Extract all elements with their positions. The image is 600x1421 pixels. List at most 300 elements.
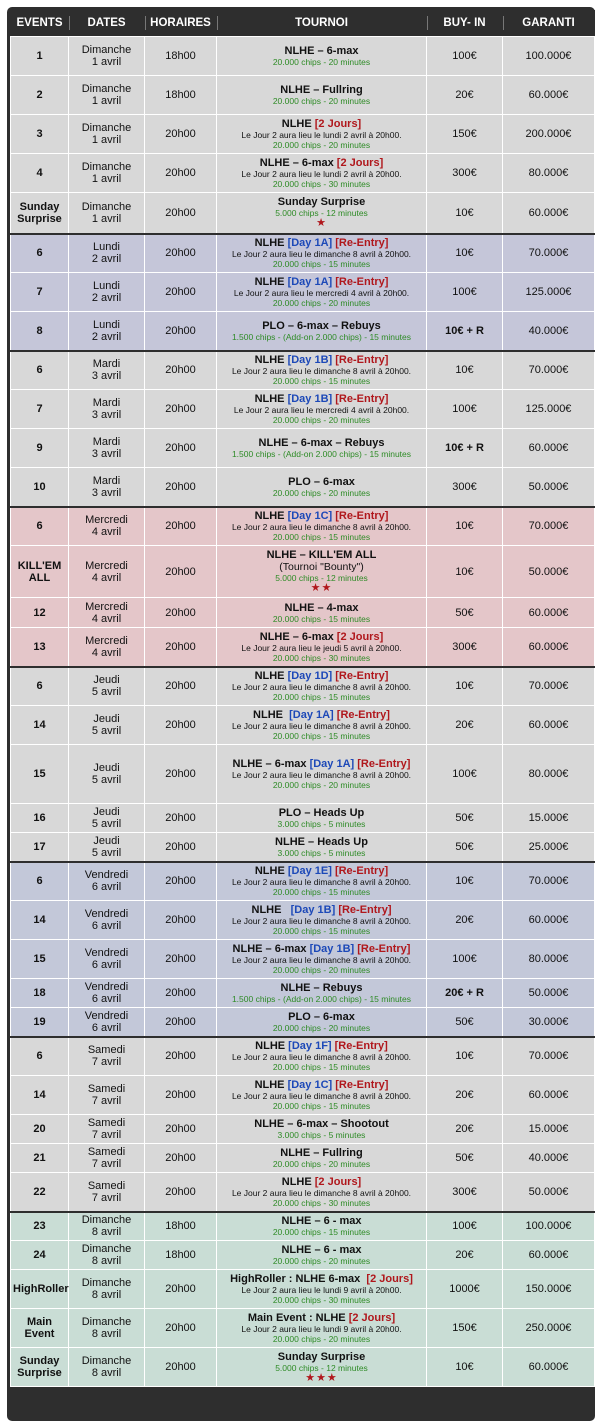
tournament-chips: 1.500 chips - (Add-on 2.000 chips) - 15 minutes <box>231 994 412 1004</box>
tournament-title-part: NLHE <box>254 237 288 250</box>
event-cell: 24 <box>11 1241 69 1270</box>
buy-in-cell: 300€ <box>427 628 503 667</box>
date-cell <box>69 833 145 862</box>
date-date: 5 avril <box>91 846 122 859</box>
tournament-chips: 20.000 chips - 15 minutes <box>272 692 371 703</box>
tournament-note: Le Jour 2 aura lieu le dimanche 8 avril à 20h00. <box>231 916 412 926</box>
tournament-cell <box>217 468 427 507</box>
tournament-chips: 3.000 chips - 5 minutes <box>277 1130 366 1140</box>
tournament-title-part: NLHE – 6-max <box>284 45 359 57</box>
time-cell: 20h00 <box>145 234 217 273</box>
event-cell: 14 <box>11 901 69 940</box>
date-cell <box>69 862 145 901</box>
date-cell <box>69 901 145 940</box>
tournament-note: Le Jour 2 aura lieu le dimanche 8 avril à 20h00. <box>231 366 412 377</box>
date-day: Lundi <box>93 241 120 254</box>
tournament-chips: 1.500 chips - (Add-on 2.000 chips) - 15 minutes <box>231 449 412 459</box>
table-row <box>11 76 595 115</box>
tournament-title-part: HighRoller : NLHE 6-max <box>230 1273 367 1285</box>
tournament-title-part: NLHE <box>254 510 288 523</box>
date-cell <box>69 940 145 979</box>
tournament-chips: 20.000 chips - 20 minutes <box>272 1334 371 1344</box>
tournament-title-part: [Re-Entry] <box>336 709 390 721</box>
event-cell: 19 <box>11 1008 69 1037</box>
tournament-title <box>219 709 424 721</box>
tournament-note: Le Jour 2 aura lieu le dimanche 8 avril à 20h00. <box>231 877 412 888</box>
tournament-title-part: PLO – 6-max – Rebuys <box>262 319 381 332</box>
tournament-title <box>219 1351 424 1363</box>
date-day: Samedi <box>87 1179 126 1192</box>
tournament-chips: 20.000 chips - 15 minutes <box>272 532 371 543</box>
tournament-title <box>219 982 424 994</box>
date-day: Dimanche <box>81 83 132 95</box>
time-cell: 20h00 <box>145 429 217 468</box>
tournament-title-part: NLHE – Rebuys <box>280 982 363 994</box>
tournament-title-part: PLO – 6-max <box>288 1010 355 1023</box>
table-row <box>11 628 595 667</box>
date-date: 7 avril <box>91 1129 122 1141</box>
tournament-title-part: [Day 1C] <box>287 510 333 523</box>
tournament-title-part: NLHE – 6 - max <box>281 1215 362 1228</box>
tournament-title <box>219 476 424 488</box>
tournament-note: Le Jour 2 aura lieu le dimanche 8 avril à 20h00. <box>231 249 412 260</box>
tournament-title-part: [Day 1B] <box>287 354 333 367</box>
date-cell <box>69 351 145 390</box>
tournament-title <box>219 865 424 877</box>
tournament-title-part: Sunday Surprise <box>277 196 366 209</box>
tournament-title-part: [Day 1A] <box>289 709 334 721</box>
tournament-cell <box>217 1037 427 1076</box>
date-day: Lundi <box>93 280 120 292</box>
garanti-cell: 70.000€ <box>503 1037 595 1076</box>
date-cell <box>69 1173 145 1212</box>
date-cell <box>69 598 145 628</box>
event-cell: 22 <box>11 1173 69 1212</box>
date-cell <box>69 312 145 351</box>
time-cell: 20h00 <box>145 351 217 390</box>
tournament-title-part: [Day 1D] <box>287 670 333 683</box>
buy-in-cell: 20€ <box>427 901 503 940</box>
tournament-cell <box>217 804 427 833</box>
tournament-title-part: NLHE – 6-max <box>259 157 337 169</box>
tournament-cell <box>217 546 427 598</box>
date-cell <box>69 154 145 193</box>
date-date: 2 avril <box>91 330 122 343</box>
date-cell <box>69 1212 145 1241</box>
date-cell <box>69 804 145 833</box>
tournament-cell <box>217 390 427 429</box>
tournament-subtitle: (Tournoi "Bounty") <box>279 561 364 573</box>
tournament-title <box>219 1215 424 1227</box>
tournament-cell <box>217 37 427 76</box>
tournament-chips: 20.000 chips - 15 minutes <box>272 887 371 898</box>
tournament-chips: 20.000 chips - 20 minutes <box>272 140 371 150</box>
tournament-chips: 20.000 chips - 20 minutes <box>272 96 371 106</box>
header-dates: DATES <box>69 10 145 37</box>
date-date: 3 avril <box>91 409 122 421</box>
tournament-note: Le Jour 2 aura lieu le dimanche 8 avril à 20h00. <box>231 770 412 780</box>
tournament-title-part: NLHE – 6-max – Shootout <box>254 1118 389 1130</box>
tournament-note: Le Jour 2 aura lieu le dimanche 8 avril à 20h00. <box>231 1187 412 1198</box>
buy-in-cell: 150€ <box>427 1309 503 1348</box>
event-cell: 17 <box>11 833 69 862</box>
time-cell: 20h00 <box>145 273 217 312</box>
garanti-cell: 70.000€ <box>503 667 595 706</box>
tournament-chips: 20.000 chips - 30 minutes <box>272 1197 371 1208</box>
tournament-title-part: [Day 1B] <box>309 943 355 955</box>
buy-in-cell: 50€ <box>427 1008 503 1037</box>
tournament-chips: 20.000 chips - 20 minutes <box>272 57 371 67</box>
buy-in-cell: 10€ <box>427 1348 503 1387</box>
tournament-title <box>219 320 424 332</box>
time-cell: 20h00 <box>145 745 217 804</box>
date-day: Dimanche <box>81 1355 132 1367</box>
date-date: 8 avril <box>91 1367 122 1379</box>
table-row <box>11 598 595 628</box>
tournament-schedule-table <box>10 10 595 1387</box>
tournament-cell <box>217 862 427 901</box>
date-day: Mercredi <box>85 514 128 527</box>
tournament-title-part: [Re-Entry] <box>335 510 389 523</box>
date-day: Vendredi <box>84 1009 129 1022</box>
table-row <box>11 234 595 273</box>
date-day: Dimanche <box>81 122 132 134</box>
tournament-chips: 20.000 chips - 15 minutes <box>272 376 371 387</box>
tournament-title <box>219 1244 424 1256</box>
date-date: 8 avril <box>91 1255 122 1267</box>
tournament-title-part: [Day 1B] <box>287 393 333 405</box>
date-cell <box>69 706 145 745</box>
event-cell: 2 <box>11 76 69 115</box>
table-row <box>11 507 595 546</box>
tournament-cell <box>217 1076 427 1115</box>
buy-in-cell: 10€ <box>427 862 503 901</box>
tournament-note: Le Jour 2 aura lieu le lundi 2 avril à 20h00. <box>241 169 402 179</box>
table-row <box>11 115 595 154</box>
time-cell: 20h00 <box>145 115 217 154</box>
tournament-title-part: NLHE <box>254 670 288 683</box>
tournament-cell <box>217 901 427 940</box>
star-icons: ★★ <box>310 582 333 594</box>
tournament-title <box>219 549 424 561</box>
time-cell: 20h00 <box>145 546 217 598</box>
date-date: 8 avril <box>91 1226 122 1239</box>
garanti-cell: 60.000€ <box>503 1076 595 1115</box>
date-day: Mardi <box>92 436 121 448</box>
date-cell <box>69 1037 145 1076</box>
tournament-title-part: NLHE – Fullring <box>280 1147 363 1159</box>
table-row <box>11 979 595 1008</box>
date-cell <box>69 628 145 667</box>
tournament-chips: 20.000 chips - 15 minutes <box>272 731 371 741</box>
date-date: 1 avril <box>91 134 122 146</box>
tournament-title <box>219 196 424 208</box>
table-row <box>11 1309 595 1348</box>
tournament-cell <box>217 115 427 154</box>
buy-in-cell: 20€ + R <box>427 979 503 1008</box>
tournament-chips: 5.000 chips - 12 minutes <box>275 1362 368 1373</box>
event-cell: HighRoller <box>11 1270 69 1309</box>
time-cell: 20h00 <box>145 1270 217 1309</box>
event-cell: 18 <box>11 979 69 1008</box>
table-row <box>11 1115 595 1144</box>
tournament-title-part: NLHE <box>254 865 288 878</box>
date-day: Samedi <box>87 1117 126 1129</box>
tournament-title <box>219 670 424 682</box>
event-cell: 12 <box>11 598 69 628</box>
tournament-title-part: NLHE – 6-max <box>232 943 310 955</box>
tournament-cell <box>217 1173 427 1212</box>
tournament-title-part: NLHE <box>254 354 288 367</box>
tournament-chips: 20.000 chips - 15 minutes <box>272 259 371 270</box>
time-cell: 20h00 <box>145 507 217 546</box>
date-date: 8 avril <box>91 1328 122 1340</box>
date-day: Mardi <box>92 358 121 371</box>
buy-in-cell: 300€ <box>427 1173 503 1212</box>
date-day: Jeudi <box>93 806 120 818</box>
table-row <box>11 862 595 901</box>
event-cell: 10 <box>11 468 69 507</box>
star-icons: ★★★ <box>305 1371 338 1384</box>
buy-in-cell: 10€ <box>427 507 503 546</box>
tournament-title-part: [Re-Entry] <box>338 904 392 916</box>
tournament-chips: 5.000 chips - 12 minutes <box>275 208 368 219</box>
tournament-title <box>219 904 424 916</box>
tournament-title <box>219 1176 424 1188</box>
tournament-title-part: [Re-Entry] <box>335 354 389 367</box>
garanti-cell: 200.000€ <box>503 115 595 154</box>
tournament-title <box>219 836 424 848</box>
tournament-cell <box>217 1212 427 1241</box>
tournament-chips: 20.000 chips - 20 minutes <box>272 780 371 790</box>
date-cell <box>69 745 145 804</box>
buy-in-cell: 100€ <box>427 390 503 429</box>
tournament-title <box>219 393 424 405</box>
garanti-cell: 60.000€ <box>503 429 595 468</box>
garanti-cell: 70.000€ <box>503 234 595 273</box>
garanti-cell: 30.000€ <box>503 1008 595 1037</box>
garanti-cell: 15.000€ <box>503 1115 595 1144</box>
date-date: 2 avril <box>91 292 122 304</box>
table-row <box>11 1348 595 1387</box>
tournament-title-part: NLHE <box>281 1175 315 1188</box>
tournament-cell <box>217 429 427 468</box>
tournament-title-part: NLHE <box>254 393 288 405</box>
tournament-title <box>219 276 424 288</box>
garanti-cell: 80.000€ <box>503 940 595 979</box>
table-row <box>11 154 595 193</box>
tournament-cell <box>217 745 427 804</box>
date-date: 4 avril <box>91 571 122 584</box>
buy-in-cell: 100€ <box>427 745 503 804</box>
tournament-title-part: [2 Jours] <box>336 630 384 643</box>
date-date: 6 avril <box>91 920 122 932</box>
tournament-cell <box>217 1241 427 1270</box>
garanti-cell: 125.000€ <box>503 390 595 429</box>
tournament-title <box>219 510 424 522</box>
table-row <box>11 1076 595 1115</box>
buy-in-cell: 150€ <box>427 115 503 154</box>
date-cell <box>69 507 145 546</box>
tournament-cell <box>217 273 427 312</box>
tournament-title-part: PLO – Heads Up <box>278 807 365 819</box>
event-cell: 7 <box>11 273 69 312</box>
tournament-title-part: [Re-Entry] <box>335 393 389 405</box>
time-cell: 20h00 <box>145 1348 217 1387</box>
buy-in-cell: 50€ <box>427 833 503 862</box>
garanti-cell: 40.000€ <box>503 312 595 351</box>
tournament-title <box>219 45 424 57</box>
date-day: Vendredi <box>84 947 129 959</box>
tournament-cell <box>217 833 427 862</box>
buy-in-cell: 100€ <box>427 37 503 76</box>
table-row <box>11 901 595 940</box>
date-date: 6 avril <box>91 993 122 1005</box>
date-date: 3 avril <box>91 486 122 499</box>
tournament-title-part: [Day 1F] <box>288 1040 332 1053</box>
date-day: Samedi <box>87 1044 126 1057</box>
table-row <box>11 468 595 507</box>
garanti-cell: 70.000€ <box>503 351 595 390</box>
buy-in-cell: 10€ + R <box>427 312 503 351</box>
date-day: Vendredi <box>84 981 129 993</box>
tournament-title-part: [Day 1E] <box>287 865 332 878</box>
tournament-title-part: NLHE <box>281 118 315 130</box>
table-row <box>11 1037 595 1076</box>
table-row <box>11 37 595 76</box>
date-date: 7 avril <box>91 1095 122 1107</box>
time-cell: 20h00 <box>145 940 217 979</box>
tournament-cell <box>217 979 427 1008</box>
tournament-title-part: [Day 1B] <box>290 904 336 916</box>
garanti-cell: 60.000€ <box>503 193 595 234</box>
tournament-title-part: [2 Jours] <box>366 1273 413 1285</box>
tournament-note: Le Jour 2 aura lieu le mercredi 4 avril à 20h00. <box>233 288 410 298</box>
buy-in-cell: 100€ <box>427 940 503 979</box>
event-cell: 3 <box>11 115 69 154</box>
header-garanti: GARANTI <box>503 10 595 37</box>
date-date: 6 avril <box>91 881 122 894</box>
event-cell: 7 <box>11 390 69 429</box>
tournament-cell <box>217 1270 427 1309</box>
tournament-chips: 20.000 chips - 20 minutes <box>272 1022 371 1033</box>
tournament-note: Le Jour 2 aura lieu le lundi 9 avril à 20h00. <box>241 1324 402 1334</box>
date-cell <box>69 429 145 468</box>
date-cell <box>69 1348 145 1387</box>
tournament-title-part: [Re-Entry] <box>335 237 389 250</box>
garanti-cell: 50.000€ <box>503 979 595 1008</box>
event-cell: 21 <box>11 1144 69 1173</box>
tournament-title-part: [Day 1A] <box>287 276 333 288</box>
tournament-note: Le Jour 2 aura lieu le dimanche 8 avril à 20h00. <box>231 522 412 533</box>
event-cell: 15 <box>11 940 69 979</box>
date-date: 5 avril <box>91 774 122 786</box>
tournament-chips: 3.000 chips - 5 minutes <box>277 847 366 858</box>
time-cell: 20h00 <box>145 1144 217 1173</box>
date-day: Mercredi <box>85 559 128 572</box>
tournament-cell <box>217 154 427 193</box>
tournament-title-part: NLHE <box>251 904 291 916</box>
buy-in-cell: 1000€ <box>427 1270 503 1309</box>
time-cell: 18h00 <box>145 37 217 76</box>
garanti-cell: 60.000€ <box>503 598 595 628</box>
time-cell: 18h00 <box>145 1212 217 1241</box>
date-date: 3 avril <box>91 448 122 460</box>
date-cell <box>69 546 145 598</box>
tournament-title-part: [2 Jours] <box>336 157 384 169</box>
tournament-chips: 20.000 chips - 15 minutes <box>272 1101 371 1111</box>
table-row <box>11 804 595 833</box>
buy-in-cell: 20€ <box>427 1241 503 1270</box>
time-cell: 20h00 <box>145 1037 217 1076</box>
table-row <box>11 833 595 862</box>
tournament-note: Le Jour 2 aura lieu le mercredi 4 avril à 20h00. <box>233 405 410 415</box>
garanti-cell: 125.000€ <box>503 273 595 312</box>
buy-in-cell: 300€ <box>427 154 503 193</box>
date-day: Dimanche <box>81 44 132 56</box>
buy-in-cell: 20€ <box>427 1115 503 1144</box>
date-day: Dimanche <box>81 1316 132 1328</box>
tournament-title <box>219 1147 424 1159</box>
tournament-title-part: [2 Jours] <box>314 1175 362 1188</box>
event-cell: 6 <box>11 351 69 390</box>
date-day: Lundi <box>93 318 120 331</box>
tournament-note: Le Jour 2 aura lieu le lundi 9 avril à 20h00. <box>241 1285 402 1295</box>
date-cell <box>69 390 145 429</box>
event-cell: Main Event <box>11 1309 69 1348</box>
date-date: 4 avril <box>91 526 122 539</box>
tournament-title-part: [Re-Entry] <box>357 758 411 770</box>
time-cell: 20h00 <box>145 862 217 901</box>
table-row <box>11 667 595 706</box>
event-cell: 13 <box>11 628 69 667</box>
tournament-chips: 20.000 chips - 15 minutes <box>272 926 371 936</box>
date-date: 3 avril <box>91 370 122 383</box>
buy-in-cell: 20€ <box>427 1076 503 1115</box>
tournament-chips: 20.000 chips - 20 minutes <box>272 415 371 425</box>
tournament-title-part: NLHE <box>254 276 288 288</box>
garanti-cell: 60.000€ <box>503 1348 595 1387</box>
garanti-cell: 15.000€ <box>503 804 595 833</box>
tournament-cell <box>217 940 427 979</box>
event-cell: 16 <box>11 804 69 833</box>
date-cell <box>69 76 145 115</box>
time-cell: 20h00 <box>145 598 217 628</box>
time-cell: 20h00 <box>145 833 217 862</box>
date-date: 7 avril <box>91 1191 122 1204</box>
date-cell <box>69 273 145 312</box>
event-cell: Sunday Surprise <box>11 193 69 234</box>
tournament-cell <box>217 1115 427 1144</box>
tournament-cell <box>217 193 427 234</box>
tournament-title-part: NLHE <box>255 1040 289 1053</box>
garanti-cell: 60.000€ <box>503 1241 595 1270</box>
tournament-title-part: NLHE <box>254 1079 288 1091</box>
tournament-chips: 20.000 chips - 30 minutes <box>272 179 371 189</box>
date-day: Vendredi <box>84 869 129 882</box>
tournament-title <box>219 237 424 249</box>
garanti-cell: 250.000€ <box>503 1309 595 1348</box>
tournament-chips: 20.000 chips - 30 minutes <box>272 652 371 663</box>
tournament-cell <box>217 312 427 351</box>
time-cell: 20h00 <box>145 706 217 745</box>
buy-in-cell: 10€ <box>427 667 503 706</box>
date-cell <box>69 1144 145 1173</box>
tournament-title-part: NLHE <box>253 709 290 721</box>
event-cell: 20 <box>11 1115 69 1144</box>
garanti-cell: 70.000€ <box>503 507 595 546</box>
tournament-cell <box>217 598 427 628</box>
